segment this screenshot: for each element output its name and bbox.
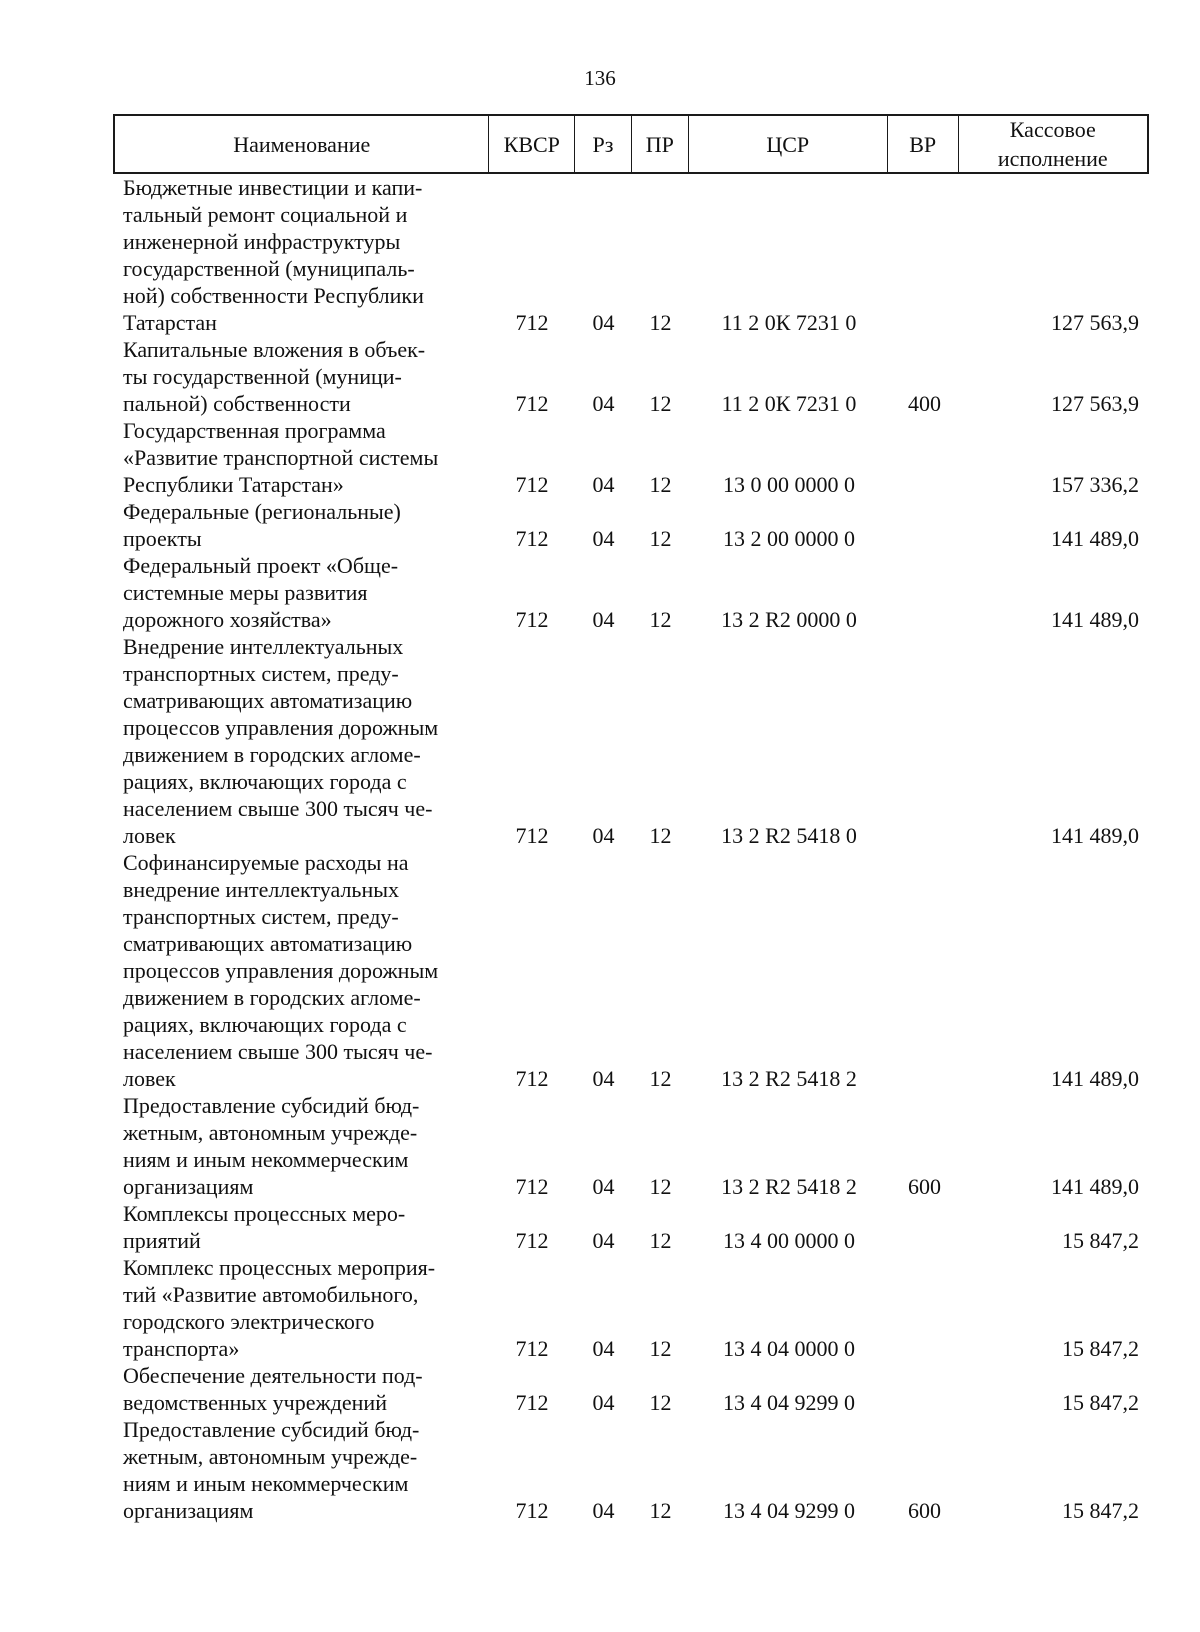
cell-name: Федеральный проект «Обще- системные меры развития дорожного хозяйства»	[123, 553, 399, 632]
cell-rz: 04	[592, 607, 615, 632]
cell-name: Обеспечение деятельности под- ведомственных учреждений	[123, 1363, 423, 1415]
cell-total: 157 336,2	[1051, 472, 1139, 497]
cell-pr: 12	[649, 1390, 672, 1415]
header-kvsr: КВСР	[489, 116, 575, 172]
cell-total: 141 489,0	[1051, 823, 1139, 848]
cell-rz: 04	[592, 1498, 615, 1523]
table-header	[113, 114, 1149, 174]
cell-total: 15 847,2	[1062, 1228, 1139, 1253]
cell-rz: 04	[592, 1174, 615, 1199]
cell-csr: 13 4 04 9299 0	[723, 1390, 855, 1415]
cell-name: Комплексы процессных меро- приятий	[123, 1201, 406, 1253]
cell-csr: 13 0 00 0000 0	[723, 472, 855, 497]
cell-kvsr: 712	[515, 1336, 549, 1361]
table-row	[113, 1200, 1149, 1254]
header-vr: ВР	[888, 116, 959, 172]
cell-csr: 13 2 R2 5418 2	[721, 1174, 857, 1199]
cell-pr: 12	[649, 1498, 672, 1523]
cell-kvsr: 712	[515, 607, 549, 632]
cell-vr: 400	[908, 391, 941, 416]
cell-pr: 12	[649, 472, 672, 497]
cell-kvsr: 712	[515, 1174, 549, 1199]
cell-name: Федеральные (региональные) проекты	[123, 499, 401, 551]
cell-kvsr: 712	[515, 1066, 549, 1091]
cell-rz: 04	[592, 1390, 615, 1415]
cell-name: Внедрение интеллектуальных транспортных систем, преду- сматривающих автоматизацию процессов управления дорожным движением в городских агломе- рациях, включающих города с населением свыше 300 тысяч че- ловек	[123, 634, 439, 848]
cell-kvsr: 712	[515, 526, 549, 551]
cell-pr: 12	[649, 526, 672, 551]
header-total: Кассовое исполнение	[997, 117, 1108, 171]
cell-total: 15 847,2	[1062, 1498, 1139, 1523]
cell-csr: 13 2 R2 5418 0	[721, 823, 857, 848]
table-row	[113, 417, 1149, 498]
cell-csr: 11 2 0К 7231 0	[721, 391, 857, 416]
cell-name: Бюджетные инвестиции и капи- тальный ремонт социальной и инженерной инфраструктуры государственной (муниципаль- ной) собственности Республики Татарстан	[123, 175, 424, 335]
cell-name: Предоставление субсидий бюд- жетным, автономным учрежде- ниям и иным некоммерческим организациям	[123, 1417, 420, 1523]
cell-pr: 12	[649, 1174, 672, 1199]
cell-total: 141 489,0	[1051, 1066, 1139, 1091]
cell-total: 141 489,0	[1051, 607, 1139, 632]
cell-pr: 12	[649, 391, 672, 416]
table-row	[113, 1254, 1149, 1362]
cell-total: 15 847,2	[1062, 1390, 1139, 1415]
header-rz: Рз	[575, 116, 632, 172]
cell-name: Государственная программа «Развитие транспортной системы Республики Татарстан»	[123, 418, 439, 497]
cell-kvsr: 712	[515, 472, 549, 497]
cell-rz: 04	[592, 472, 615, 497]
cell-total: 15 847,2	[1062, 1336, 1139, 1361]
cell-pr: 12	[649, 310, 672, 335]
cell-csr: 13 2 R2 0000 0	[721, 607, 857, 632]
table-row	[113, 552, 1149, 633]
cell-kvsr: 712	[515, 1390, 549, 1415]
cell-name: Предоставление субсидий бюд- жетным, автономным учрежде- ниям и иным некоммерческим организациям	[123, 1093, 420, 1199]
cell-rz: 04	[592, 391, 615, 416]
cell-csr: 11 2 0К 7231 0	[721, 310, 857, 335]
cell-rz: 04	[592, 1066, 615, 1091]
cell-pr: 12	[649, 607, 672, 632]
cell-total: 127 563,9	[1051, 310, 1139, 335]
cell-pr: 12	[649, 1228, 672, 1253]
table-body	[113, 174, 1149, 1524]
table-row	[113, 1362, 1149, 1416]
cell-rz: 04	[592, 526, 615, 551]
page-number: 136	[584, 66, 616, 90]
header-name: Наименование	[115, 116, 489, 172]
header-pr: ПР	[632, 116, 689, 172]
cell-vr: 600	[908, 1498, 941, 1523]
table-row	[113, 1416, 1149, 1524]
cell-name: Комплекс процессных мероприя- тий «Развитие автомобильного, городского электрического транспорта»	[123, 1255, 436, 1361]
cell-vr: 600	[908, 1174, 941, 1199]
cell-rz: 04	[592, 1228, 615, 1253]
cell-rz: 04	[592, 823, 615, 848]
cell-name: Софинансируемые расходы на внедрение интеллектуальных транспортных систем, преду- сматривающих автоматизацию процессов управления дорожным движением в городских агломе- рациях, включающих города с населением свыше 300 тысяч че- ловек	[123, 850, 439, 1091]
cell-csr: 13 4 00 0000 0	[723, 1228, 855, 1253]
cell-csr: 13 4 04 0000 0	[723, 1336, 855, 1361]
table-row	[113, 498, 1149, 552]
table-row	[113, 849, 1149, 1092]
table-row	[113, 633, 1149, 849]
cell-pr: 12	[649, 1066, 672, 1091]
table-row	[113, 174, 1149, 336]
table-row	[113, 1092, 1149, 1200]
cell-csr: 13 2 00 0000 0	[723, 526, 855, 551]
cell-csr: 13 2 R2 5418 2	[721, 1066, 857, 1091]
cell-kvsr: 712	[515, 391, 549, 416]
cell-total: 127 563,9	[1051, 391, 1139, 416]
cell-total: 141 489,0	[1051, 526, 1139, 551]
cell-total: 141 489,0	[1051, 1174, 1139, 1199]
table-row	[113, 336, 1149, 417]
cell-kvsr: 712	[515, 310, 549, 335]
cell-rz: 04	[592, 310, 615, 335]
cell-name: Капитальные вложения в объек- ты государственной (муници- пальной) собственности	[123, 337, 426, 416]
header-csr: ЦСР	[689, 116, 888, 172]
cell-kvsr: 712	[515, 1498, 549, 1523]
cell-kvsr: 712	[515, 1228, 549, 1253]
cell-pr: 12	[649, 1336, 672, 1361]
cell-kvsr: 712	[515, 823, 549, 848]
cell-rz: 04	[592, 1336, 615, 1361]
cell-csr: 13 4 04 9299 0	[723, 1498, 855, 1523]
cell-pr: 12	[649, 823, 672, 848]
